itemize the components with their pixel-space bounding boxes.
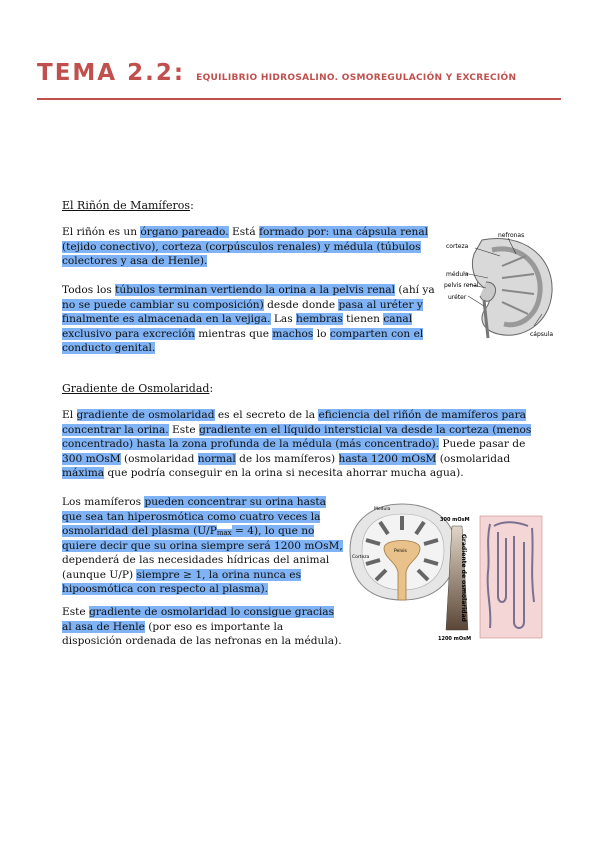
label-capsula: cápsula bbox=[530, 331, 554, 338]
section-heading-rinon: El Riñón de Mamíferos: bbox=[62, 199, 194, 212]
label-1200-mosm: 1200 mOsM bbox=[438, 636, 472, 642]
paragraph-concentrar-orina: Los mamíferos pueden concentrar su orina hasta que sea tan hiperosmótica como cuatro veces la osmolaridad del plasma $(U/P_{max} = 4)$, lo que no quiere decir que su orina siempre será 1200 mOsM, dependerá de las necesidades hídricas del animal (aunque U/P) siempre ≥ 1, la orina nunca es hipoosmótica con respecto al plasma). bbox=[62, 496, 343, 595]
label-ureter: uréter bbox=[448, 294, 467, 301]
page-header bbox=[37, 60, 565, 86]
section-heading-gradiente: Gradiente de Osmolaridad: bbox=[62, 382, 214, 395]
label-medula-2: Medula bbox=[374, 507, 391, 512]
kidney-diagram bbox=[442, 226, 562, 344]
label-pelvis-renal: pelvis renal bbox=[444, 282, 479, 289]
paragraph-gradiente-intro: El gradiente de osmolaridad es el secreto de la eficiencia del riñón de mamíferos para concentrar la orina. Este gradiente en el líquido intersticial va desde la corteza (menos concentrado) hasta la zona profunda de la médula (más concentrado). Puede pasar de 300 mOsM (osmolaridad normal de los mamíferos) hasta 1200 mOsM (osmolaridad máxima que podría conseguir en la orina si necesita ahorrar mucha agua). bbox=[62, 409, 532, 479]
header-rule bbox=[37, 98, 561, 100]
topic-number: TEMA 2.2: bbox=[37, 60, 186, 86]
label-medula: médula bbox=[446, 271, 469, 278]
label-corteza-2: Corteza bbox=[352, 555, 370, 560]
topic-title: EQUILIBRIO HIDROSALINO. OSMOREGULACIÓN Y EXCRECIÓN bbox=[196, 73, 517, 83]
paragraph-rinon-intro: El riñón es un órgano pareado. Está formado por: una cápsula renal (tejido conectivo), corteza (corpúsculos renales) y médula (túbulos colectores y asa de Henle). bbox=[62, 226, 429, 267]
label-gradient: Gradiente de osmolaridad bbox=[460, 534, 467, 622]
osmolarity-gradient-diagram bbox=[438, 512, 544, 646]
label-300-mosm: 300 mOsM bbox=[440, 517, 470, 523]
paragraph-asa-henle: Este gradiente de osmolaridad lo consigue gracias al asa de Henle (por eso es importante la disposición ordenada de las nefronas en la médula). bbox=[62, 606, 342, 647]
paragraph-tubulos: Todos los túbulos terminan vertiendo la orina a la pelvis renal (ahí ya no se puede cambiar su composición) desde donde pasa al uréter y finalmente es almacenada en la vejiga. Las hembras tienen canal exclusivo para excreción mientras que machos lo comparten con el conducto genital. bbox=[62, 284, 435, 354]
label-pelvis-2: Pelvis bbox=[394, 549, 407, 554]
label-corteza: corteza bbox=[446, 243, 469, 250]
label-nefronas: nefronas bbox=[498, 232, 525, 239]
